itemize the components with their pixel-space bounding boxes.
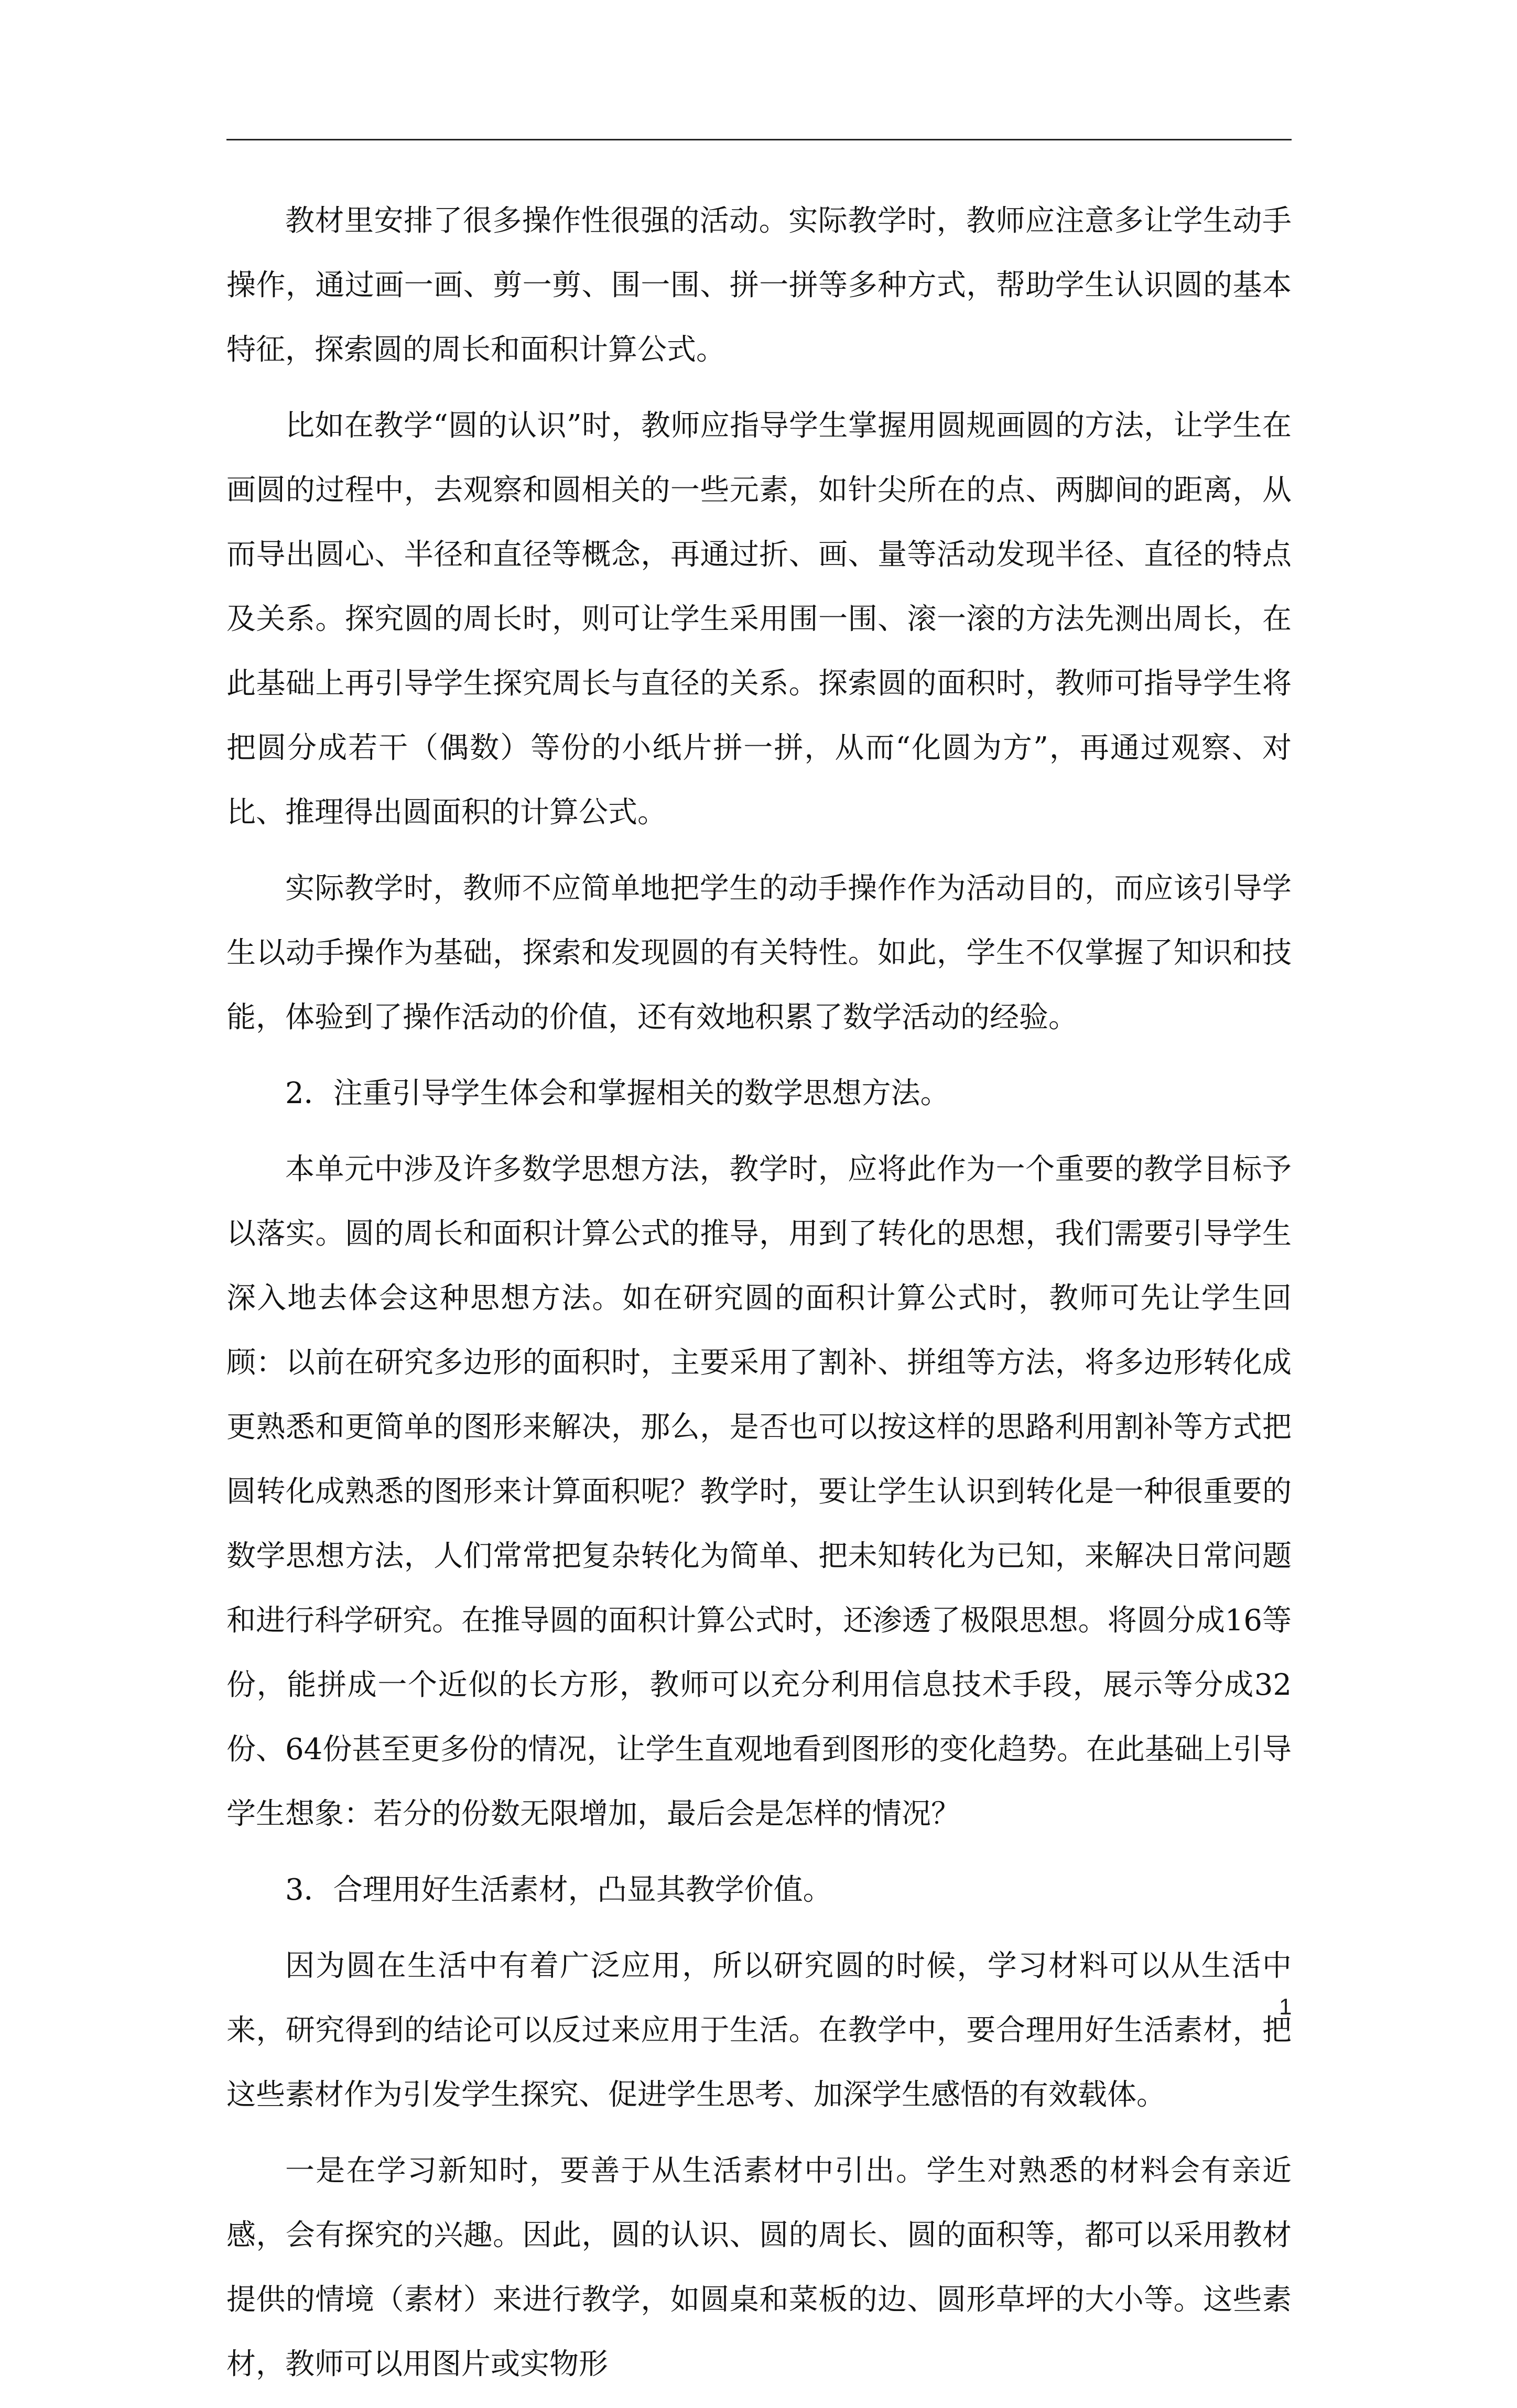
paragraph-practical-teaching: 实际教学时，教师不应简单地把学生的动手操作作为活动目的，而应该引导学生以动手操作为基础，探索和发现圆的有关特性。如此，学生不仅掌握了知识和技能，体验到了操作活动的价值，还有效地积累了数学活动的经验。 [226, 871, 1292, 1034]
paragraph-new-knowledge: 一是在学习新知时，要善于从生活素材中引出。学生对熟悉的材料会有亲近感，会有探究的兴趣。因此，圆的认识、圆的周长、圆的面积等，都可以采用教材提供的情境（素材）来进行教学，如圆桌和菜板的边、圆形草坪的大小等。这些素材，教师可以用图片或实物形 [226, 2154, 1292, 2381]
paragraph-math-thinking-methods: 本单元中涉及许多数学思想方法，教学时，应将此作为一个重要的教学目标予以落实。圆的周长和面积计算公式的推导，用到了转化的思想，我们需要引导学生深入地去体会这种思想方法。如在研究圆的面积计算公式时，教师可先让学生回顾：以前在研究多边形的面积时，主要采用了割补、拼组等方法，将多边形转化成更熟悉和更简单的图形来解决，那么，是否也可以按这样的思路利用割补等方式把圆转化成熟悉的图形来计算面积呢？教学时，要让学生认识到转化是一种很重要的数学思想方法，人们常常把复杂转化为简单、把未知转化为已知，来解决日常问题和进行科学研究。在推导圆的面积计算公式时，还渗透了极限思想。将圆分成16等份，能拼成一个近似的长方形，教师可以充分利用信息技术手段，展示等分成32份、64份甚至更多份的情况，让学生直观地看到图形的变化趋势。在此基础上引导学生想象：若分的份数无限增加，最后会是怎样的情况？ [226, 1152, 1292, 1831]
page-number: 1 [1279, 1994, 1292, 2020]
paragraph-life-materials: 因为圆在生活中有着广泛应用，所以研究圆的时候，学习材料可以从生活中来，研究得到的结论可以反过来应用于生活。在教学中，要合理用好生活素材，把这些素材作为引发学生探究、促进学生思考、加深学生感悟的有效载体。 [226, 1949, 1292, 2112]
paragraph-hands-on-activities: 教材里安排了很多操作性很强的活动。实际教学时，教师应注意多让学生动手操作，通过画一画、剪一剪、围一围、拼一拼等多种方式，帮助学生认识圆的基本特征，探索圆的周长和面积计算公式。 [226, 204, 1292, 367]
section-heading-2: 2．注重引导学生体会和掌握相关的数学思想方法。 [285, 1076, 950, 1110]
paragraph-circle-recognition-example: 比如在教学“圆的认识”时，教师应指导学生掌握用圆规画圆的方法，让学生在画圆的过程中，去观察和圆相关的一些元素，如针尖所在的点、两脚间的距离，从而导出圆心、半径和直径等概念，再通过折、画、量等活动发现半径、直径的特点及关系。探究圆的周长时，则可让学生采用围一围、滚一滚的方法先测出周长，在此基础上再引导学生探究周长与直径的关系。探索圆的面积时，教师可指导学生将把圆分成若干（偶数）等份的小纸片拼一拼，从而“化圆为方”，再通过观察、对比、推理得出圆面积的计算公式。 [226, 409, 1292, 830]
document-body [226, 189, 1292, 2408]
section-heading-3: 3．合理用好生活素材，凸显其教学价值。 [285, 1873, 832, 1907]
header-rule [226, 139, 1292, 140]
